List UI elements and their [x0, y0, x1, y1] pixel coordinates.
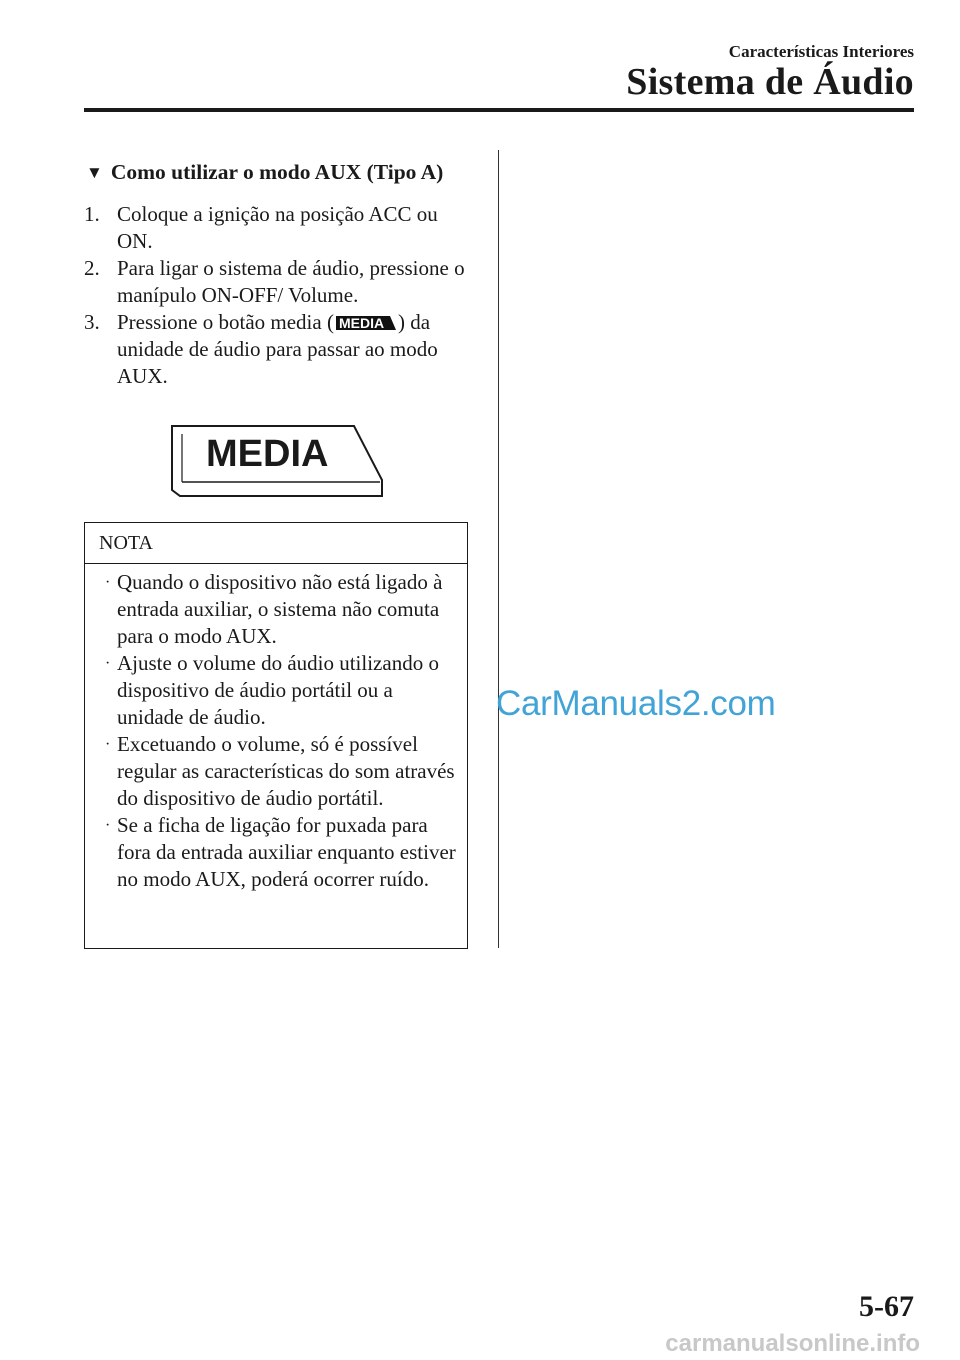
running-header-section: Características Interiores [728, 42, 914, 61]
step-item [84, 201, 474, 255]
step-item [84, 255, 474, 309]
note-list [85, 564, 467, 893]
bullet-dot-icon: · [105, 736, 111, 753]
running-header-title: Sistema de Áudio [626, 61, 914, 103]
note-item-text: Excetuando o volume, só é possível regular as características do som através do dispositivo de áudio portátil. [117, 732, 455, 810]
bullet-dot-icon: · [105, 817, 111, 834]
step-number: 3. [84, 310, 100, 334]
media-icon-label: MEDIA [338, 315, 385, 331]
steps-list [84, 201, 474, 390]
watermark-logo: CarManuals2.com [496, 684, 776, 723]
note-item-text: Ajuste o volume do áudio utilizando o dispositivo de áudio portátil ou a unidade de áudio. [117, 651, 439, 729]
triangle-bullet-icon: ▼ [86, 163, 103, 182]
note-item-text: Quando o dispositivo não está ligado à entrada auxiliar, o sistema não comuta para o modo AUX. [117, 570, 443, 648]
media-illustration-label: MEDIA [206, 433, 329, 475]
header-rule [84, 108, 914, 112]
bullet-dot-icon: · [105, 574, 111, 591]
note-item [85, 569, 467, 650]
media-button-illustration [166, 420, 386, 500]
bullet-dot-icon: · [105, 655, 111, 672]
step-number: 2. [84, 256, 100, 280]
media-button-icon [335, 313, 397, 332]
step-text: Para ligar o sistema de áudio, pressione o manípulo ON-OFF/ Volume. [117, 256, 465, 307]
note-item-text: Se a ficha de ligação for puxada para fora da entrada auxiliar enquanto estiver no modo AUX, poderá ocorrer ruído. [117, 813, 456, 891]
note-title: NOTA [85, 523, 467, 564]
note-item [85, 731, 467, 812]
page-number: 5-67 [859, 1290, 914, 1323]
step-text-before: Pressione o botão media ( [117, 310, 334, 334]
section-heading-text: Como utilizar o modo AUX (Tipo A) [110, 160, 444, 184]
section-heading [86, 160, 486, 185]
note-box [84, 522, 468, 949]
step-item [84, 309, 474, 390]
footer-watermark: carmanualsonline.info [665, 1330, 920, 1357]
note-item [85, 650, 467, 731]
column-divider [498, 150, 499, 948]
step-text-after: ) da unidade de áudio para passar ao modo AUX. [117, 310, 438, 388]
step-text: Coloque a ignição na posição ACC ou ON. [117, 202, 438, 253]
step-number: 1. [84, 202, 100, 226]
note-item [85, 812, 467, 893]
